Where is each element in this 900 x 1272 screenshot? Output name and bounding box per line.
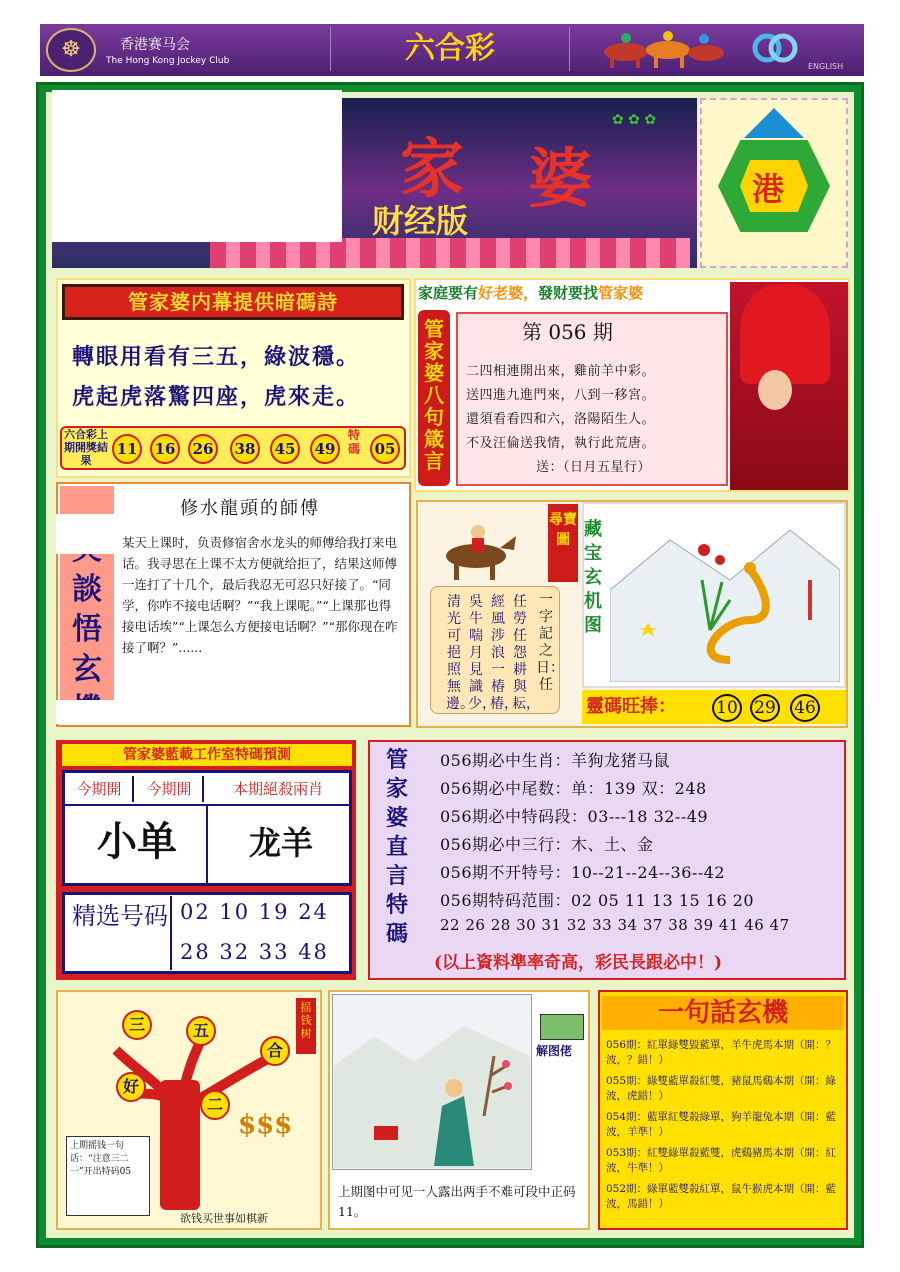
result-ball: 26 bbox=[188, 434, 218, 464]
one-line-item: 056期：紅單綠雙毀藍單，羊牛虎馬本期（開：？波，？錯！） bbox=[606, 1039, 837, 1066]
scroll-column: 清光可挹照無邊。 bbox=[446, 594, 474, 712]
masthead-subtitle: 财经版 bbox=[372, 202, 469, 240]
slogan-part: 好老婆， bbox=[478, 284, 539, 302]
blank-area bbox=[56, 700, 120, 724]
direct-speak-side-title: 管家婆直言特碼 bbox=[385, 747, 408, 947]
one-line-item: 054期：藍單紅雙殺綠單，狗羊龍兔本期（開：藍波，羊準！） bbox=[606, 1111, 837, 1138]
poem-line: 送四進九進門來，八到一移宮。 bbox=[466, 388, 656, 403]
result-ball: 38 bbox=[230, 434, 260, 464]
lantern-char: 港 bbox=[752, 170, 785, 208]
studio-prediction-title: 管家婆藍載工作室特碼預測 bbox=[62, 744, 352, 766]
masthead-char-jia: 家 bbox=[400, 132, 464, 207]
one-line-item: 052期：綠單藍雙殺紅單，鼠牛猴虎本期（開：藍波，馬錯！） bbox=[606, 1183, 837, 1210]
picture-decoder-icon bbox=[540, 1014, 584, 1040]
masthead-char-po: 婆 bbox=[528, 142, 592, 217]
money-tree-caption: 欲钱买世事如棋新 bbox=[180, 1212, 268, 1225]
one-line-title: 一句話玄機 bbox=[602, 996, 844, 1030]
poem-line-1: 轉眼用看有三五，綠波穩。 bbox=[72, 344, 361, 370]
poem-line-2: 虎起虎落驚四座，虎來走。 bbox=[72, 384, 361, 410]
english-link[interactable]: ENGLISH bbox=[808, 62, 844, 71]
divider bbox=[170, 896, 172, 970]
money-tree-label: 摇钱树 bbox=[296, 998, 316, 1054]
joke-title: 修水龍頭的師傅 bbox=[180, 498, 320, 519]
tree-fruit: 五 bbox=[186, 1016, 216, 1046]
blank-area bbox=[52, 90, 342, 242]
picture-riddle-caption: 上期图中可见一人露出两手不难可段中正码11。 bbox=[338, 1184, 576, 1219]
lucky-numbers-label: 靈碼旺捧： bbox=[586, 696, 676, 717]
eight-line-slogan bbox=[418, 282, 758, 310]
eight-line-side-title: 管家婆八句箴言 bbox=[418, 310, 450, 486]
money-symbols-icon: $$$ bbox=[238, 1110, 293, 1140]
slogan-part: 發财要找 bbox=[538, 284, 599, 302]
mark-six-title: 六合彩 bbox=[330, 27, 570, 71]
prediction-line: 056期必中特码段：03---18 32--49 bbox=[440, 807, 709, 826]
one-line-item: 053期：紅雙綠單殺藍雙，虎鷄豬馬本期（開：紅波，牛準！） bbox=[606, 1147, 837, 1174]
prediction-line: 22 26 28 30 31 32 33 34 37 38 39 41 46 47 bbox=[440, 916, 790, 934]
money-tree-note: 上期摇钱一句话：“注意三二一”开出特码05 bbox=[66, 1136, 150, 1216]
club-name-cn: 香港赛马会 bbox=[120, 37, 190, 53]
results-label: 六合彩上期開獎結果 bbox=[64, 428, 108, 467]
treasure-map-title: 藏宝玄机图 bbox=[584, 519, 602, 636]
poem-line: 不及汪倫送我情，執行此荒唐。 bbox=[466, 436, 656, 451]
scroll-column: 吳牛喘月見識少， bbox=[468, 594, 496, 712]
result-ball: 11 bbox=[112, 434, 142, 464]
club-name-en: The Hong Kong Jockey Club bbox=[106, 56, 230, 66]
lotus-border bbox=[210, 238, 690, 268]
selected-numbers-row: 28 32 33 48 bbox=[180, 940, 329, 964]
poem-line: 二四相連開出來，雞前羊中彩。 bbox=[466, 364, 656, 379]
prediction-line: 056期必中三行：木、土、金 bbox=[440, 835, 654, 854]
lucky-number: 29 bbox=[750, 694, 780, 722]
poem-line: 送：（日月五星行） bbox=[536, 460, 652, 475]
tree-fruit: 好 bbox=[116, 1072, 146, 1102]
horse-rider-icon bbox=[430, 516, 520, 582]
special-number-ball: 05 bbox=[370, 434, 400, 464]
prediction-line: 056期必中尾数：单：139 双：248 bbox=[440, 779, 707, 798]
killed-zodiac: 龙羊 bbox=[248, 824, 313, 862]
poem-line: 還須看看四和六，洛陽陌生人。 bbox=[466, 412, 656, 427]
star-decoration-icon: ✿ ✿ ✿ bbox=[612, 112, 657, 128]
issue-number: 第 056 期 bbox=[522, 320, 613, 344]
table-header: 今期開 bbox=[136, 776, 204, 802]
result-ball: 49 bbox=[310, 434, 340, 464]
selected-numbers-label: 精选号码 bbox=[72, 902, 168, 930]
slogan-part: 管家婆 bbox=[598, 284, 644, 302]
prediction-line: 056期不开特号：10--21--24--36--42 bbox=[440, 863, 726, 882]
bride-face bbox=[758, 370, 792, 410]
prediction-line: 056期特码范围：02 05 11 13 15 16 20 bbox=[440, 891, 755, 910]
snake-landscape-icon bbox=[610, 510, 840, 682]
scroll-column: 經風涉浪一椿椿， bbox=[490, 594, 518, 712]
table-header: 今期開 bbox=[66, 776, 134, 802]
jockey-club-logo[interactable]: ☸ bbox=[46, 28, 96, 72]
direct-speak-footer: (以上資料準率奇高，彩民長跟必中！) bbox=[434, 953, 723, 973]
selected-numbers-row: 02 10 19 24 bbox=[180, 900, 329, 924]
lucky-number: 46 bbox=[790, 694, 820, 722]
scroll-hint: 一字記之日：任 bbox=[536, 592, 564, 693]
special-number-label: 特碼 bbox=[348, 428, 361, 456]
racing-horses-icon bbox=[596, 28, 726, 70]
joke-body: 某天上课时，负责修宿舍水龙头的师傅给我打来电话。我寻思在上课不太方便就给拒了，结果这师傅一连打了十几个，最后我忍无可忍只好接了。“同学，你咋不接电话啊？”“我上课呢。”“上课那也得接电话埃”“上课怎么方便接电话啊？”“那你现在咋接了啊？”...... bbox=[122, 535, 398, 655]
mark-six-rings-icon[interactable] bbox=[748, 33, 802, 63]
divider bbox=[206, 806, 208, 884]
one-line-item: 055期：綠雙藍單殺紅雙，豬鼠馬鷄本期（開：綠波，虎錯！） bbox=[606, 1075, 837, 1102]
picture-decoder-label: 解图佬 bbox=[536, 1044, 573, 1058]
scholar-scene-icon bbox=[334, 996, 530, 1168]
tree-fruit: 二 bbox=[200, 1090, 230, 1120]
scroll-column: 任勞任怨耕與耘， bbox=[512, 594, 540, 712]
treasure-map-label: 尋寶圖 bbox=[548, 504, 578, 582]
result-ball: 16 bbox=[150, 434, 180, 464]
tree-fruit: 合 bbox=[260, 1036, 290, 1066]
cipher-poem-title: 管家婆内幕提供暗碼詩 bbox=[62, 284, 404, 320]
blank-area bbox=[56, 514, 122, 554]
prediction-line: 056期必中生肖：羊狗龙猪马鼠 bbox=[440, 751, 671, 770]
lucky-number: 10 bbox=[712, 694, 742, 722]
tree-fruit: 三 bbox=[122, 1010, 152, 1040]
table-header: 本期絕殺兩肖 bbox=[232, 780, 323, 798]
result-ball: 45 bbox=[270, 434, 300, 464]
slogan-part: 家庭要有 bbox=[418, 284, 479, 302]
joke-side-title: 談悟玄 bbox=[72, 572, 102, 687]
big-small-prediction: 小单 bbox=[97, 818, 177, 865]
